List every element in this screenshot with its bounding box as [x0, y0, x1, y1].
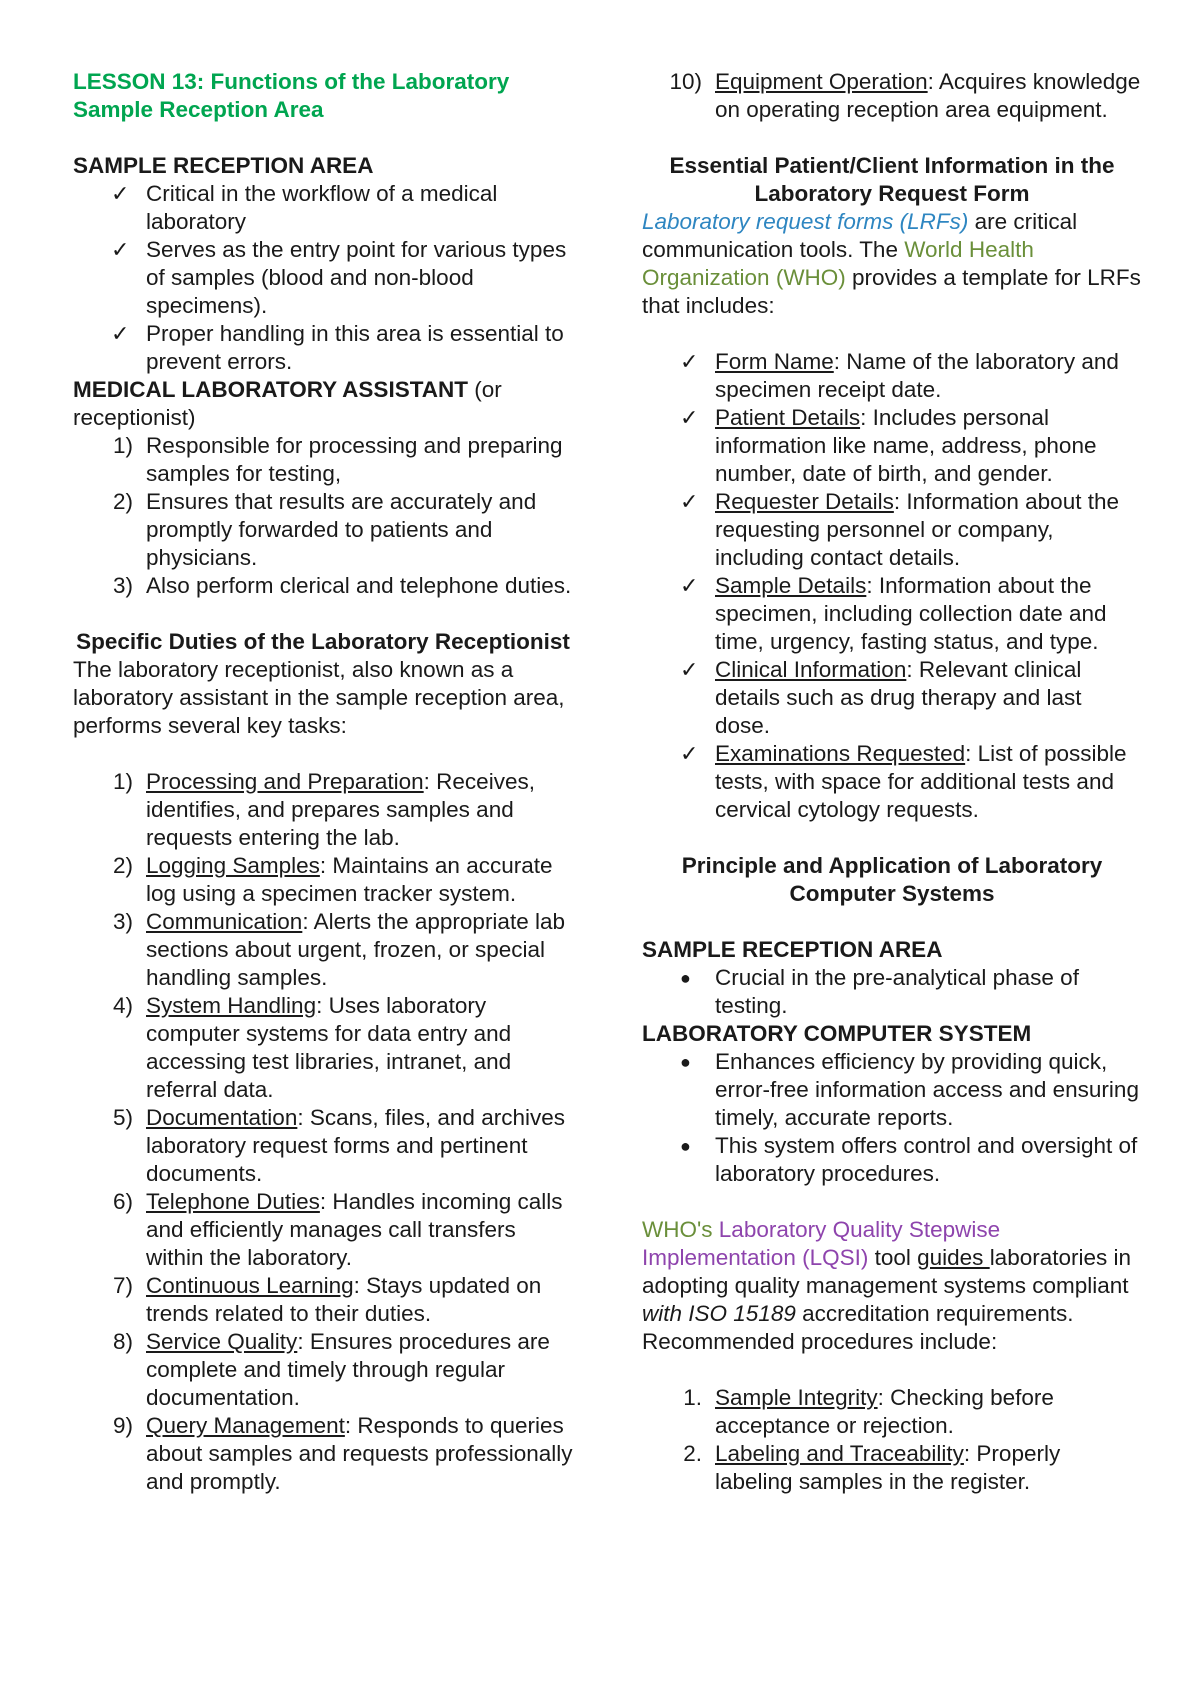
- list-item: 4) System Handling: Uses laboratory computer systems for data entry and accessing test libraries, intranet, and referral data.: [112, 993, 512, 1102]
- duties-list-continued: [642, 68, 1142, 124]
- list-item: ● Crucial in the pre-analytical phase of testing.: [680, 965, 1079, 1018]
- list-item: 1) Responsible for processing and preparing samples for testing,: [112, 433, 563, 486]
- checkmark-icon: ✓: [680, 349, 699, 374]
- list-item: 8) Service Quality: Ensures procedures are complete and timely through regular documentation.: [112, 1329, 550, 1410]
- checkmark-icon: ✓: [680, 405, 699, 430]
- lrf-list: [642, 348, 1142, 824]
- list-item: 1. Sample Integrity: Checking before acceptance or rejection.: [683, 1385, 1054, 1438]
- lrf-heading: Essential Patient/Client Information in the Laboratory Request Form: [669, 153, 1115, 206]
- mla-list: [73, 432, 573, 600]
- sra-heading: SAMPLE RECEPTION AREA: [73, 153, 374, 178]
- lcs-sra-heading: SAMPLE RECEPTION AREA: [642, 937, 943, 962]
- duties-intro: The laboratory receptionist, also known as a laboratory assistant in the sample reception area, performs several key tasks:: [73, 657, 565, 738]
- lqsi-list: [642, 1384, 1142, 1496]
- bullet-icon: ●: [680, 1052, 691, 1072]
- lcs-system-list: [642, 1048, 1142, 1188]
- checkmark-icon: ✓: [680, 573, 699, 598]
- list-item: ✓ Form Name: Name of the laboratory and specimen receipt date.: [680, 349, 1119, 402]
- list-item: ✓ Proper handling in this area is essential to prevent errors.: [111, 321, 564, 374]
- list-item: 2) Ensures that results are accurately and promptly forwarded to patients and physicians.: [112, 489, 537, 570]
- list-item: 9) Query Management: Responds to queries about samples and requests professionally and promptly.: [112, 1413, 573, 1494]
- sra-list: [73, 180, 573, 376]
- list-item: 2. Labeling and Traceability: Properly labeling samples in the register.: [683, 1441, 1061, 1494]
- list-item: 5) Documentation: Scans, files, and archives laboratory request forms and pertinent documents.: [112, 1105, 565, 1186]
- list-item: ✓ Requester Details: Information about the requesting personnel or company, including contact details.: [680, 489, 1119, 570]
- list-item: 7) Continuous Learning: Stays updated on trends related to their duties.: [112, 1273, 542, 1326]
- lesson-title: LESSON 13: Functions of the Laboratory Sample Reception Area: [73, 69, 510, 122]
- list-item: ✓ Serves as the entry point for various types of samples (blood and non-blood specimens).: [111, 237, 567, 318]
- bullet-icon: ●: [680, 1136, 691, 1156]
- list-item: ✓ Sample Details: Information about the specimen, including collection date and time, urgency, fasting status, and type.: [680, 573, 1107, 654]
- duties-list: [73, 768, 573, 1496]
- lcs-heading: Principle and Application of Laboratory Computer Systems: [681, 853, 1103, 906]
- left-column: [73, 68, 573, 1496]
- list-item: 10) Equipment Operation: Acquires knowledge on operating reception area equipment.: [669, 69, 1141, 122]
- lcs-system-heading: LABORATORY COMPUTER SYSTEM: [642, 1021, 1032, 1046]
- lcs-sra-list: [642, 964, 1142, 1020]
- checkmark-icon: ✓: [111, 237, 130, 262]
- list-item: 2) Logging Samples: Maintains an accurate log using a specimen tracker system.: [112, 853, 553, 906]
- lrf-intro: Laboratory request forms (LRFs) are critical communication tools. The World Health Organization (WHO) provides a template for LRFs that includes:: [642, 209, 1141, 318]
- list-item: ✓ Clinical Information: Relevant clinical details such as drug therapy and last dose.: [680, 657, 1082, 738]
- right-column: [642, 68, 1142, 1496]
- list-item: ✓ Patient Details: Includes personal information like name, address, phone number, date of birth, and gender.: [680, 405, 1097, 486]
- list-item: ✓ Examinations Requested: List of possible tests, with space for additional tests and cervical cytology requests.: [680, 741, 1127, 822]
- checkmark-icon: ✓: [680, 489, 699, 514]
- list-item: ● This system offers control and oversight of laboratory procedures.: [680, 1133, 1138, 1186]
- checkmark-icon: ✓: [680, 741, 699, 766]
- list-item: ✓ Critical in the workflow of a medical laboratory: [111, 181, 498, 234]
- checkmark-icon: ✓: [111, 321, 130, 346]
- checkmark-icon: ✓: [111, 181, 130, 206]
- list-item: 3) Communication: Alerts the appropriate lab sections about urgent, frozen, or special handling samples.: [112, 909, 565, 990]
- checkmark-icon: ✓: [680, 657, 699, 682]
- mla-heading: MEDICAL LABORATORY ASSISTANT (or receptionist): [73, 377, 502, 430]
- list-item: 1) Processing and Preparation: Receives, identifies, and prepares samples and requests entering the lab.: [112, 769, 535, 850]
- bullet-icon: ●: [680, 968, 691, 988]
- duties-heading: Specific Duties of the Laboratory Receptionist: [76, 629, 570, 654]
- list-item: 6) Telephone Duties: Handles incoming calls and efficiently manages call transfers within the laboratory.: [112, 1189, 563, 1270]
- list-item: 3) Also perform clerical and telephone duties.: [112, 573, 572, 598]
- lqsi-paragraph: WHO's Laboratory Quality Stepwise Implementation (LQSI) tool guides laboratories in adopting quality management systems compliant with ISO 15189 accreditation requirements. Recommended procedures include:: [642, 1217, 1132, 1354]
- list-item: ● Enhances efficiency by providing quick, error-free information access and ensuring timely, accurate reports.: [680, 1049, 1139, 1130]
